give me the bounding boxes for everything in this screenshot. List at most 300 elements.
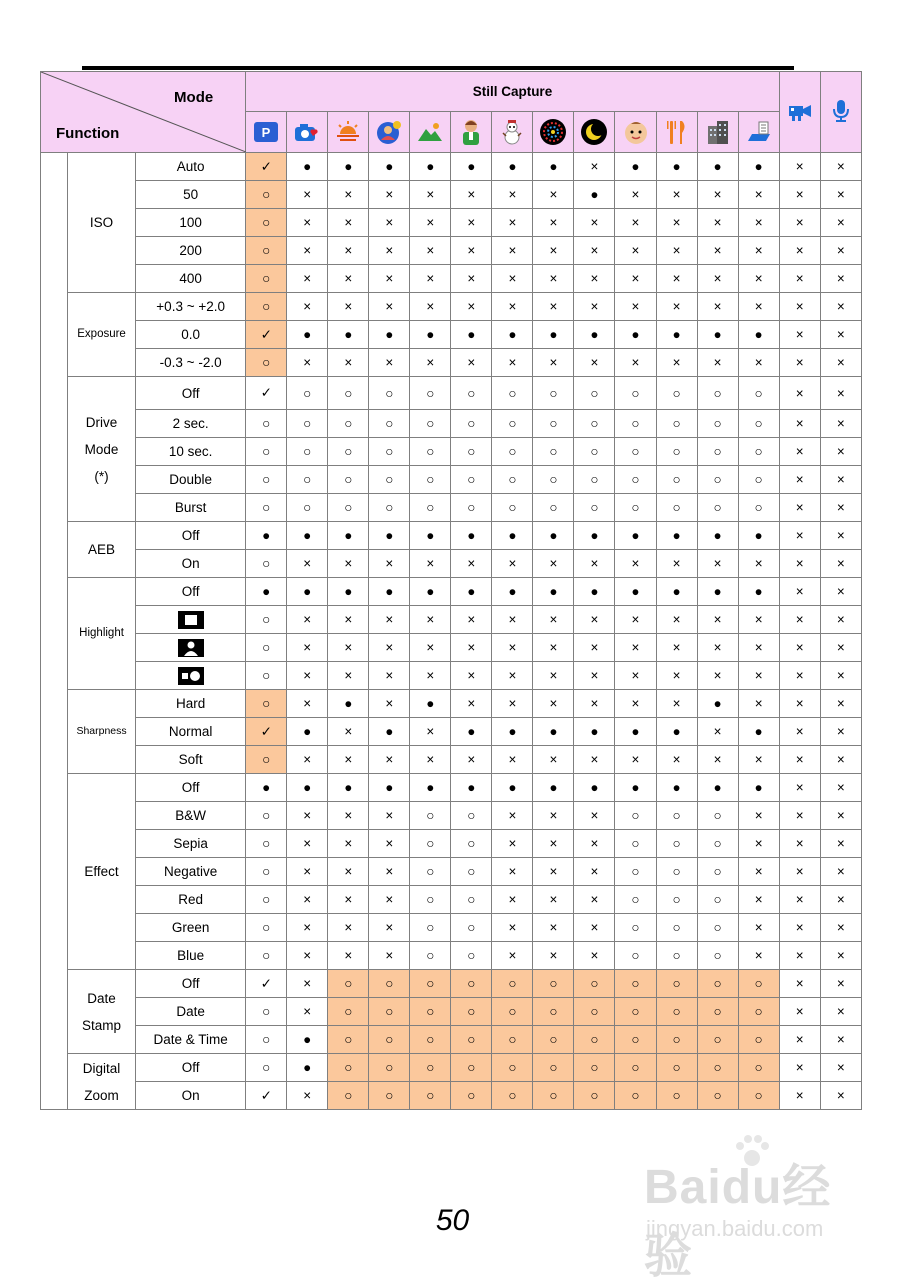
mode-cell: ○ [246,1054,287,1082]
mode-cell: ✓ [246,153,287,181]
mode-cell: × [820,1026,861,1054]
mode-cell: × [369,914,410,942]
mode-cell: ○ [287,377,328,410]
table-row [41,998,862,1026]
setting-label [136,662,246,690]
mode-cell: ● [451,774,492,802]
mode-cell: ○ [369,998,410,1026]
mode-cell: ○ [369,494,410,522]
mode-cell: ○ [410,802,451,830]
mode-cell: × [574,293,615,321]
mode-cell: × [287,914,328,942]
mode-cell: ● [369,774,410,802]
mode-cell: ○ [697,942,738,970]
mode-cell: × [287,1082,328,1110]
mode-cell: ○ [246,886,287,914]
mode-cell: × [328,634,369,662]
mode-cell: ○ [410,410,451,438]
mode-cell: × [779,606,820,634]
mode-cell: × [820,349,861,377]
mode-cell: ○ [410,998,451,1026]
mode-cell: ● [328,578,369,606]
mode-cell: × [574,634,615,662]
mode-cell: ○ [451,438,492,466]
mode-cell: ○ [246,998,287,1026]
mode-cell: ○ [328,377,369,410]
group-label: Highlight [68,578,136,690]
mode-cell: × [820,494,861,522]
mode-food [656,111,697,152]
mode-cell: × [287,606,328,634]
table-row [41,830,862,858]
table-row [41,970,862,998]
mode-cell: × [574,662,615,690]
mode-cell: ○ [656,830,697,858]
mode-cell: ○ [246,662,287,690]
mode-cell: ○ [328,410,369,438]
mode-cell: × [574,153,615,181]
mode-cell: × [492,550,533,578]
mode-cell: × [697,606,738,634]
setting-label [136,606,246,634]
mode-cell: × [574,690,615,718]
mode-cell: × [615,237,656,265]
mode-cell: × [328,293,369,321]
mode-cell: ● [451,718,492,746]
mode-cell: ● [410,153,451,181]
mode-cell: × [451,181,492,209]
mode-cell: × [451,690,492,718]
mode-cell: × [574,942,615,970]
mode-cell: ● [615,774,656,802]
mode-cell: × [574,237,615,265]
mode-cell: ○ [656,1082,697,1110]
group-label-line: Mode [84,441,119,457]
mode-cell: ○ [246,237,287,265]
mode-cell: × [533,802,574,830]
mode-cell: ○ [492,1054,533,1082]
mode-cell: ● [574,321,615,349]
mode-cell: ○ [246,858,287,886]
mode-cell: ○ [287,466,328,494]
mode-cell: ○ [738,1082,779,1110]
mode-cell: × [779,1054,820,1082]
mode-cell: ○ [615,1082,656,1110]
mode-cell: × [328,942,369,970]
mode-cell: × [410,550,451,578]
mode-cell: × [697,265,738,293]
mode-cell: ● [574,718,615,746]
mode-cell: × [820,634,861,662]
mode-cell: × [779,265,820,293]
mode-cell: ○ [328,1026,369,1054]
mode-cell: × [656,606,697,634]
mode-cell: × [533,634,574,662]
mode-cell: ○ [697,466,738,494]
setting-label: Green [136,914,246,942]
mode-cell: ● [287,1054,328,1082]
mode-cell: × [287,858,328,886]
mode-cell: × [533,830,574,858]
mode-cell: × [287,662,328,690]
mode-cell: × [492,886,533,914]
mode-cell: × [369,802,410,830]
mode-cell: ● [287,522,328,550]
mode-cell: ● [451,578,492,606]
mode-cell: × [492,293,533,321]
mode-cell: × [574,914,615,942]
mode-cell: ○ [738,410,779,438]
mode-cell: ● [656,522,697,550]
mode-cell: ● [287,578,328,606]
setting-label: Date [136,998,246,1026]
mode-cell: ○ [533,998,574,1026]
mode-snow [492,111,533,152]
setting-label: Normal [136,718,246,746]
mode-cell: × [697,293,738,321]
mode-cell: × [369,662,410,690]
table-row [41,321,862,349]
mode-cell: ○ [451,1082,492,1110]
mode-cell: × [369,858,410,886]
setting-label: Auto [136,153,246,181]
mode-cell: ○ [328,1054,369,1082]
mode-cell: × [738,293,779,321]
mode-cell: × [369,209,410,237]
mode-cell: × [451,349,492,377]
mode-cell: × [328,746,369,774]
mode-cell: ○ [574,998,615,1026]
mode-cell: ○ [410,970,451,998]
mode-cell: × [287,349,328,377]
mode-cell: × [451,634,492,662]
mode-cell: ● [246,522,287,550]
mode-cell: × [697,209,738,237]
highlight-person-icon [177,638,205,658]
mode-cell: × [328,886,369,914]
mode-cell: ○ [451,998,492,1026]
mode-cell: × [779,181,820,209]
mode-cell: × [615,209,656,237]
mode-cell: × [779,914,820,942]
mode-cell: ○ [533,970,574,998]
mode-cell: ● [697,774,738,802]
mode-cell: × [820,746,861,774]
mode-cell: × [287,237,328,265]
group-label-line: Stamp [82,1017,122,1033]
mode-landscape [410,111,451,152]
mode-cell: × [492,265,533,293]
mode-cell: ○ [574,494,615,522]
mode-cell: × [779,466,820,494]
mode-cell: ○ [533,438,574,466]
mode-cell: ○ [656,438,697,466]
mode-cell: × [492,942,533,970]
mode-cell: × [533,746,574,774]
mode-program [246,111,287,152]
mode-cell: × [656,237,697,265]
mode-cell: ● [533,522,574,550]
mode-cell: ○ [697,802,738,830]
mode-cell: ○ [246,181,287,209]
mode-cell: × [779,662,820,690]
mode-cell: × [697,237,738,265]
mode-cell: × [779,522,820,550]
mode-cell: ○ [246,265,287,293]
mode-cell: ○ [410,438,451,466]
mode-cell: ○ [492,494,533,522]
mode-cell: × [820,942,861,970]
mode-cell: ○ [615,466,656,494]
mode-cell: × [328,662,369,690]
table-row [41,942,862,970]
mode-cell: × [287,746,328,774]
mode-cell: × [533,942,574,970]
mode-cell: ○ [656,998,697,1026]
mode-cell: ● [287,774,328,802]
mode-cell: × [328,858,369,886]
mode-cell: × [492,237,533,265]
mode-cell: ● [451,153,492,181]
mode-cell: ○ [533,1082,574,1110]
setting-label: Off [136,970,246,998]
mode-cell: ○ [369,377,410,410]
landscape-icon [416,121,444,143]
mode-cell: × [369,634,410,662]
mode-cell: × [779,746,820,774]
mode-cell: ● [492,522,533,550]
mode-cell: ○ [738,466,779,494]
mode-night [574,111,615,152]
table-row [41,494,862,522]
mode-cell: × [574,606,615,634]
mode-cell: × [779,349,820,377]
mode-cell: ● [410,578,451,606]
portrait-icon [458,118,484,146]
mode-cell: × [410,634,451,662]
mode-cell: × [779,970,820,998]
mode-cell: ○ [369,410,410,438]
mode-cell: × [328,550,369,578]
top-rule [82,66,794,70]
mode-cell: ● [533,718,574,746]
mode-cell: ○ [328,998,369,1026]
mode-cell: ○ [246,690,287,718]
mode-cell: × [738,690,779,718]
mode-cell: ○ [451,410,492,438]
mode-cell: × [533,550,574,578]
mode-cell: ● [656,153,697,181]
setting-label: Off [136,522,246,550]
text-icon [745,119,773,145]
table-row [41,578,862,606]
mode-cell: × [779,438,820,466]
mode-cell: ✓ [246,970,287,998]
mode-cell: ○ [615,942,656,970]
mode-cell: ○ [246,209,287,237]
mode-cell: ○ [615,914,656,942]
mode-cell: × [820,606,861,634]
mode-cell: × [779,153,820,181]
mode-cell: ○ [369,1026,410,1054]
table-row [41,802,862,830]
page-number: 50 [435,1204,470,1237]
mode-cell: ○ [410,942,451,970]
movie-icon [786,99,814,123]
mode-cell: × [369,265,410,293]
group-label: Sharpness [68,690,136,774]
mode-cell: × [410,181,451,209]
setting-label: Off [136,1054,246,1082]
mode-cell: ● [246,774,287,802]
mode-cell: × [738,634,779,662]
mode-cell: ● [615,718,656,746]
mode-cell: ✓ [246,377,287,410]
mode-cell: ● [328,774,369,802]
mode-cell: × [533,914,574,942]
mode-cell: ○ [369,438,410,466]
mode-cell: ● [656,774,697,802]
mode-cell: ○ [738,494,779,522]
mode-cell: ● [369,522,410,550]
mode-cell: × [369,690,410,718]
mode-cell: × [492,634,533,662]
mode-cell: × [533,662,574,690]
header-corner [41,72,246,153]
mode-cell: × [492,181,533,209]
mode-cell: ● [615,153,656,181]
mode-cell: × [287,550,328,578]
mode-cell: × [533,293,574,321]
mode-cell: ○ [656,466,697,494]
table-row [41,522,862,550]
mode-cell: × [410,746,451,774]
mode-cell: ○ [533,1054,574,1082]
setting-label: 100 [136,209,246,237]
mode-cell: ✓ [246,718,287,746]
mode-cell: × [738,606,779,634]
table-row [41,858,862,886]
mode-cell: × [574,349,615,377]
mode-cell: ○ [574,466,615,494]
mode-cell: × [697,634,738,662]
mode-cell: × [738,237,779,265]
mode-cell: × [820,858,861,886]
mode-cell: ● [246,578,287,606]
mode-cell: × [656,349,697,377]
mode-cell: × [656,265,697,293]
mode-cell: × [328,606,369,634]
watermark [640,1140,870,1283]
mode-cell: × [287,209,328,237]
mode-cell: ○ [615,1054,656,1082]
sunset-icon [334,120,362,144]
mode-cell: × [779,550,820,578]
mode-cell: × [656,181,697,209]
mode-cell: × [738,886,779,914]
mode-cell: ○ [533,377,574,410]
mode-cell: × [410,209,451,237]
mode-cell: ○ [697,886,738,914]
mode-cell: ○ [738,970,779,998]
mode-cell: × [410,293,451,321]
mode-cell: × [410,718,451,746]
mode-cell: × [820,774,861,802]
mode-cell: ○ [369,1054,410,1082]
mode-baby [615,111,656,152]
mode-cell: × [738,181,779,209]
mode-cell: ○ [492,1082,533,1110]
group-label-line: Digital [82,1060,121,1076]
mode-cell: × [328,802,369,830]
setting-label: -0.3 ~ -2.0 [136,349,246,377]
mode-cell: × [820,438,861,466]
mode-cell: ○ [697,1026,738,1054]
mode-cell: ○ [246,550,287,578]
mode-cell: × [451,237,492,265]
mode-cell: ● [492,774,533,802]
mode-cell: ○ [246,942,287,970]
mode-auto-heart [287,111,328,152]
mode-cell: ○ [697,998,738,1026]
mode-cell: ○ [738,438,779,466]
mode-cell: ● [738,522,779,550]
mode-cell: ○ [533,466,574,494]
mode-cell: × [779,1082,820,1110]
highlight-spot-icon [177,666,205,686]
mode-cell: × [820,886,861,914]
mode-cell: × [820,970,861,998]
mode-cell: × [820,578,861,606]
mode-cell: × [656,209,697,237]
mode-cell: ● [410,522,451,550]
mode-cell: × [287,634,328,662]
mode-cell: × [533,690,574,718]
mode-cell: ○ [287,494,328,522]
mode-cell: ● [369,153,410,181]
mode-cell: ○ [246,293,287,321]
mode-cell: ● [738,578,779,606]
mode-cell: ○ [410,1026,451,1054]
mode-cell: ○ [656,494,697,522]
table-row [41,410,862,438]
mode-cell: × [656,690,697,718]
mode-cell: ○ [246,746,287,774]
mode-cell: × [820,321,861,349]
mode-cell: ○ [697,1054,738,1082]
mode-cell: × [451,662,492,690]
mode-cell: ○ [451,886,492,914]
mode-cell: ○ [410,377,451,410]
group-label [68,1054,136,1110]
mode-cell: ○ [615,858,656,886]
mode-cell: ○ [574,438,615,466]
setting-label: Sepia [136,830,246,858]
mode-cell: × [820,662,861,690]
table-row [41,1054,862,1082]
mode-cell: × [779,377,820,410]
mode-cell: ● [738,718,779,746]
table-row [41,209,862,237]
mode-cell: × [410,349,451,377]
mode-cell: × [615,550,656,578]
mode-cell: ● [697,522,738,550]
watermark-brand: Baidu经验 [644,1161,832,1283]
mode-cell: × [738,746,779,774]
group-label: Exposure [68,293,136,377]
mode-cell: × [574,802,615,830]
mode-cell: × [820,1082,861,1110]
